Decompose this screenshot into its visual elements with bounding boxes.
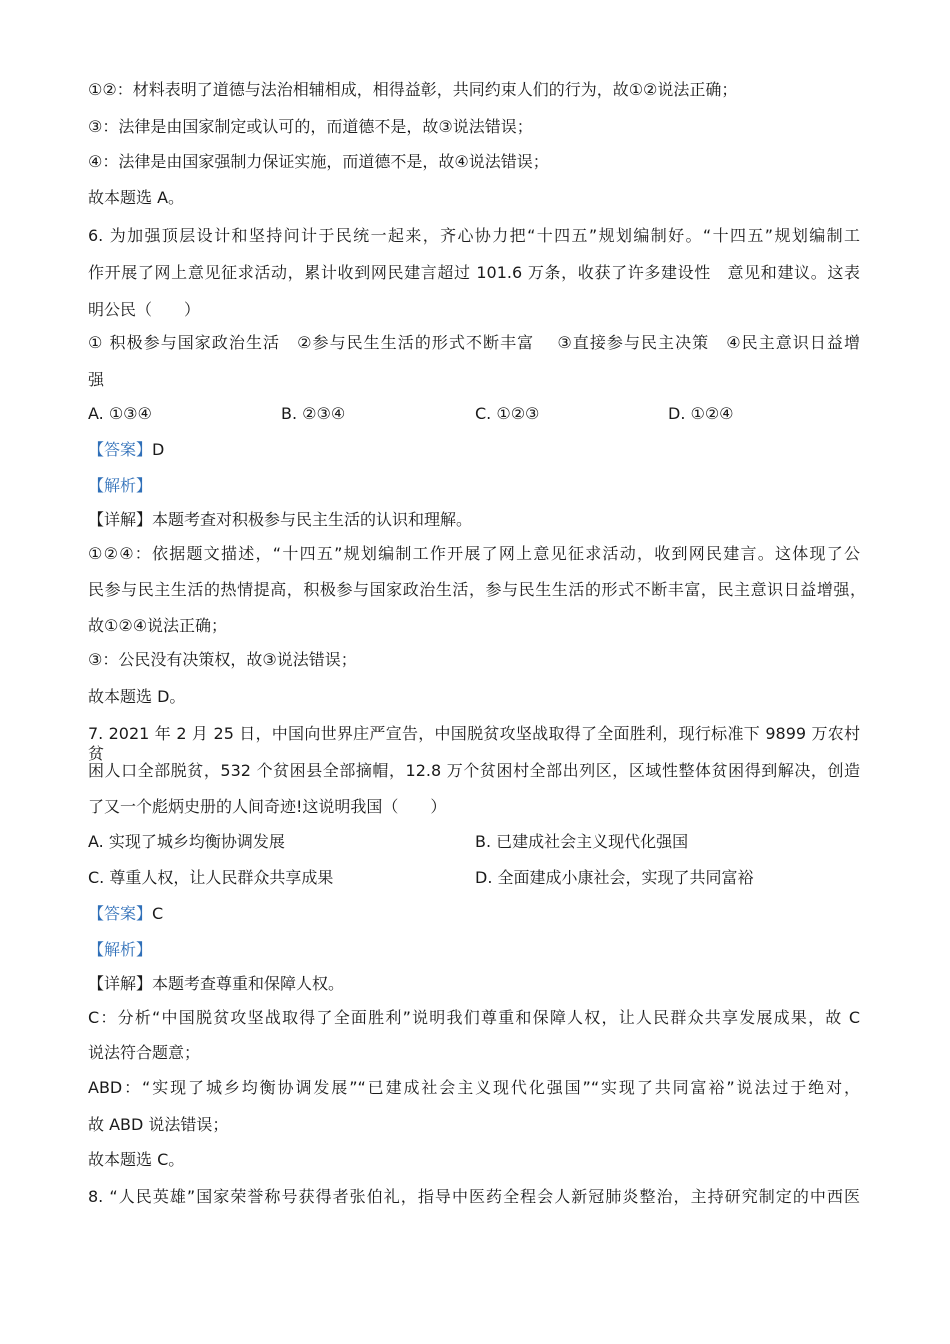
q6-option-c: C. ①②③ bbox=[475, 404, 540, 423]
q6-detail-line: 民参与民主生活的热情提高，积极参与国家政治生活，参与民生生活的形式不断丰富，民主意识日益增强， bbox=[88, 580, 866, 599]
q6-option-d: D. ①②④ bbox=[668, 404, 734, 423]
q6-option-b: B. ②③④ bbox=[281, 404, 346, 423]
q5-analysis-line: ③：法律是由国家制定或认可的，而道德不是，故③说法错误； bbox=[88, 117, 533, 136]
q6-detail-line: ①②④：依据题文描述，“十四五”规划编制工作开展了网上意见征求活动，收到网民建言。这体现了公 bbox=[88, 544, 860, 563]
q6-detail-line: 【详解】本题考查对积极参与民主生活的认识和理解。 bbox=[88, 510, 473, 529]
q5-analysis-line: ④：法律是由国家强制力保证实施，而道德不是，故④说法错误； bbox=[88, 152, 549, 171]
q7-answer bbox=[88, 904, 163, 924]
q8-stem-line: 8. “人民英雄”国家荣誉称号获得者张伯礼，指导中医药全程会人新冠肺炎整治，主持研究制定的中西医 bbox=[88, 1187, 860, 1206]
q7-option-c: C. 尊重人权，让人民群众共享成果 bbox=[88, 868, 334, 887]
answer-value: C bbox=[152, 904, 164, 923]
q7-option-d: D. 全面建成小康社会，实现了共同富裕 bbox=[475, 868, 754, 887]
q7-detail-line: 【详解】本题考查尊重和保障人权。 bbox=[88, 974, 345, 993]
q7-detail-line: 说法符合题意； bbox=[88, 1043, 201, 1062]
q7-stem-line: 7. 2021 年 2 月 25 日，中国向世界庄严宣告，中国脱贫攻坚战取得了全面胜利，现行标准下 9899 万农村贫 bbox=[88, 724, 860, 763]
q7-option-b: B. 已建成社会主义现代化强国 bbox=[475, 832, 689, 851]
q7-detail-line: 故 ABD 说法错误； bbox=[88, 1115, 229, 1134]
q5-conclusion: 故本题选 A。 bbox=[88, 188, 185, 207]
q7-detail-line: C：分析“中国脱贫攻坚战取得了全面胜利”说明我们尊重和保障人权，让人民群众共享发展成果，故 C bbox=[88, 1008, 860, 1027]
q7-detail-line: ABD：“实现了城乡均衡协调发展”“已建成社会主义现代化强国”“实现了共同富裕”说法过于绝对， bbox=[88, 1078, 860, 1097]
q6-answer bbox=[88, 440, 164, 460]
q6-stem-line: 6. 为加强顶层设计和坚持问计于民统一起来，齐心协力把“十四五”规划编制好。“十四五”规划编制工 bbox=[88, 226, 860, 245]
q7-conclusion: 故本题选 C。 bbox=[88, 1150, 185, 1169]
answer-label: 【答案】 bbox=[88, 904, 153, 923]
q5-analysis-line: ①②：材料表明了道德与法治相辅相成，相得益彰，共同约束人们的行为，故①②说法正确； bbox=[88, 80, 738, 99]
q7-stem-line: 了又一个彪炳史册的人间奇迹!这说明我国（ ） bbox=[88, 797, 447, 816]
q6-analysis-label: 【解析】 bbox=[88, 476, 153, 495]
q6-detail-line: 故①②④说法正确； bbox=[88, 616, 228, 635]
q7-stem-line: 困人口全部脱贫，532 个贫困县全部摘帽，12.8 万个贫困村全部出列区，区域性整体贫困得到解决，创造 bbox=[88, 761, 860, 780]
q6-detail-line: ③：公民没有决策权，故③说法错误； bbox=[88, 650, 357, 669]
q6-stem-line: 作开展了网上意见征求活动，累计收到网民建言超过 101.6 万条，收获了许多建设性 意见和建议。这表 bbox=[88, 263, 860, 282]
q6-statements: ① 积极参与国家政治生活 ②参与民生生活的形式不断丰富 ③直接参与民主决策 ④民主意识日益增 bbox=[88, 333, 860, 352]
q7-option-a: A. 实现了城乡均衡协调发展 bbox=[88, 832, 285, 851]
answer-label: 【答案】 bbox=[88, 440, 153, 459]
q6-conclusion: 故本题选 D。 bbox=[88, 687, 186, 706]
q6-option-a: A. ①③④ bbox=[88, 404, 152, 423]
q6-statements: 强 bbox=[88, 370, 105, 389]
q7-analysis-label: 【解析】 bbox=[88, 940, 153, 959]
q6-stem-line: 明公民（ ） bbox=[88, 300, 201, 319]
answer-value: D bbox=[152, 440, 165, 459]
